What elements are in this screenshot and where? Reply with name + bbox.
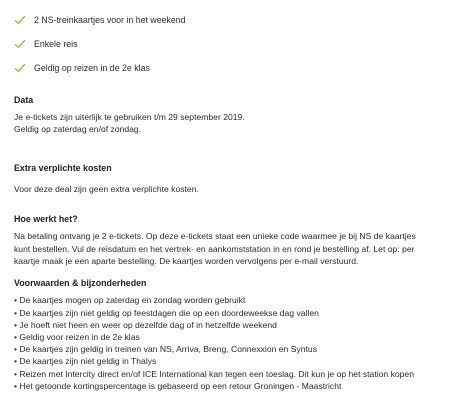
how-it-works-line: kunt bestellen. Vul de reisdatum en het vertrek- en aankomststation in en rond je bestelling af. Let op: per [14, 243, 415, 254]
list-item: • De kaartjes zijn niet geldig op feestdagen die op een doordeweekse dag vallen [14, 307, 319, 318]
how-it-works-section [14, 213, 469, 267]
list-item: • De kaartjes zijn niet geldig in Thalys [14, 356, 157, 367]
feature-item [14, 32, 469, 56]
feature-text: 2 NS-treinkaartjes voor in het weekend [34, 14, 186, 25]
list-item: • Geldig voor reizen in de 2e klas [14, 331, 140, 342]
conditions-list [14, 294, 469, 392]
checkmark-icon [14, 14, 26, 26]
list-item: • Je hoeft niet heen en weer op dezelfde dag of in hetzelfde weekend [14, 319, 277, 330]
list-item: • Het getoonde kortingspercentage is gebaseerd op een retour Groningen - Maastricht [14, 380, 342, 391]
extra-costs-title: Extra verplichte kosten [14, 162, 112, 173]
how-it-works-line: Na betaling ontvang je 2 e-tickets. Op deze e-tickets staat een unieke code waarmee je bij NS de kaartjes [14, 231, 416, 242]
feature-list [14, 8, 469, 80]
checkmark-icon [14, 62, 26, 74]
feature-item [14, 56, 469, 80]
conditions-section [14, 277, 469, 392]
data-line: Geldig op zaterdag en/of zondag. [14, 124, 142, 135]
list-item: • De kaartjes zijn geldig in treinen van NS, Arriva, Breng, Connexxion en Syntus [14, 344, 317, 355]
extra-costs-section [14, 162, 469, 195]
feature-text: Geldig op reizen in de 2e klas [34, 62, 150, 73]
data-section-title: Data [14, 95, 34, 105]
feature-text: Enkele reis [34, 38, 78, 49]
list-item: • De kaartjes mogen op zaterdag en zondag worden gebruikt [14, 295, 246, 306]
list-item: • Reizen met Intercity direct en/of ICE International kan tegen een toeslag. Dit kun je op het station kopen [14, 368, 414, 379]
deal-details [14, 8, 469, 392]
data-line: Je e-tickets zijn uiterlijk te gebruiken t/m 29 september 2019. [14, 111, 245, 122]
conditions-title: Voorwaarden & bijzonderheden [14, 278, 147, 289]
how-it-works-line: kaartje maak je een aparte bestelling. De kaartjes worden vervolgens per e-mail verstuurd. [14, 255, 359, 266]
how-it-works-title: Hoe werkt het? [14, 214, 78, 225]
data-section [14, 94, 469, 136]
extra-costs-text: Voor deze deal zijn geen extra verplichte kosten. [14, 183, 199, 194]
feature-item [14, 8, 469, 32]
checkmark-icon [14, 38, 26, 50]
